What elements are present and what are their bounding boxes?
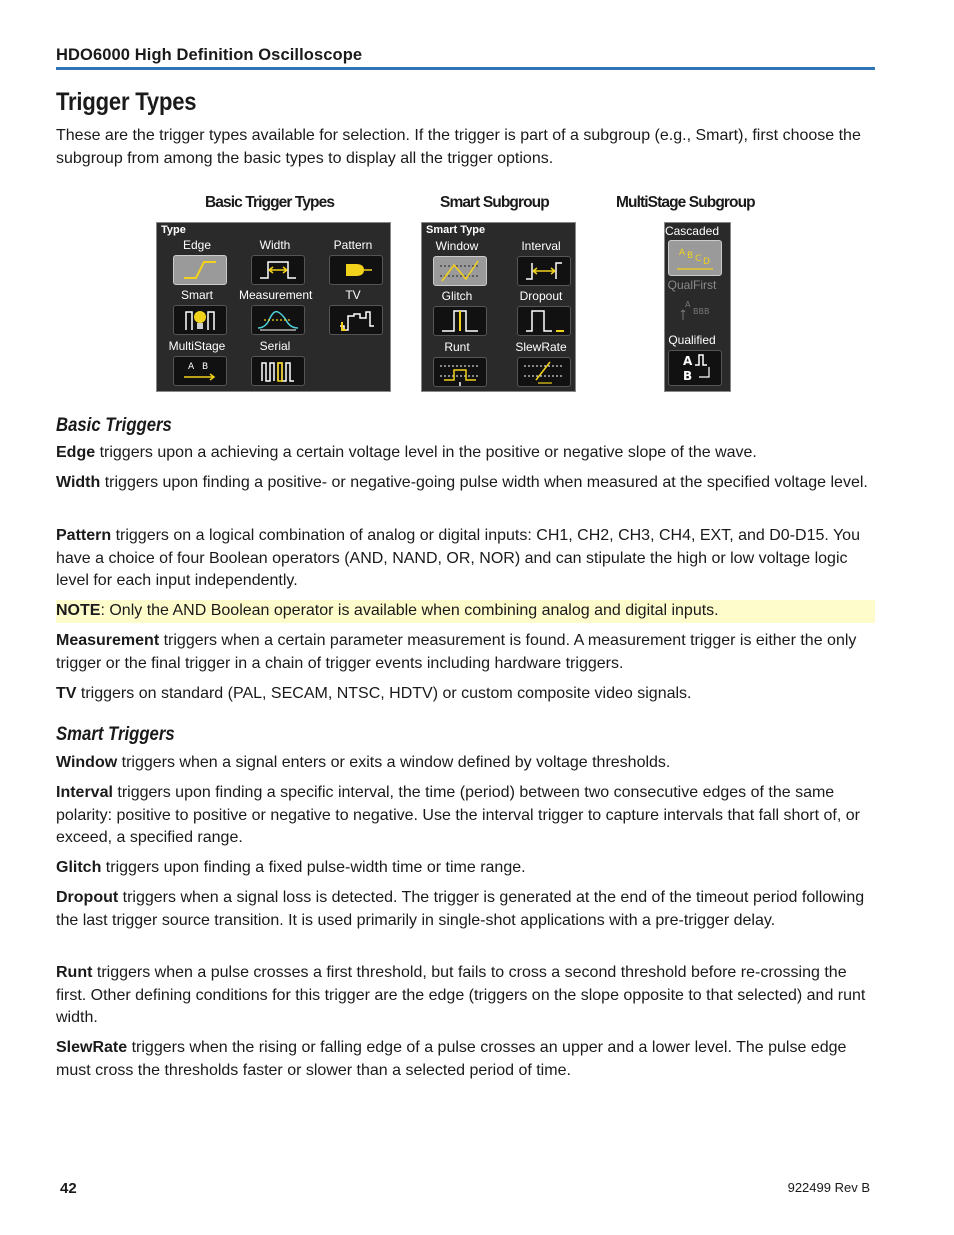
para-measurement (56, 630, 875, 675)
trigger-tv-label: TV (345, 288, 361, 302)
svg-text:A: A (188, 362, 195, 372)
trigger-serial[interactable] (239, 339, 311, 389)
smart-trigger-panel (421, 222, 576, 392)
panel-title: Type (161, 224, 186, 236)
svg-text:BBB: BBB (693, 307, 710, 316)
dropout-icon (517, 306, 571, 336)
glitch-icon (433, 306, 487, 336)
trigger-runt-label: Runt (444, 340, 470, 354)
trigger-interval-label: Interval (521, 239, 561, 253)
multistage-trigger-panel (664, 222, 731, 392)
definition: triggers upon finding a specific interval, the time (period) between two consecutive edges of the same polarity: positive to positive or negative to negative. Use the interval trigger to capture intervals that fall short of, or exceed, a specified range. (56, 784, 860, 846)
page-number: 42 (60, 1180, 77, 1197)
term: Width (56, 474, 101, 491)
trigger-slewrate-label: SlewRate (515, 340, 567, 354)
definition: triggers when a signal enters or exits a window defined by voltage thresholds. (117, 754, 671, 771)
multistage-icon (173, 356, 227, 386)
definition: triggers on standard (PAL, SECAM, NTSC, HDTV) or custom composite video signals. (76, 685, 692, 702)
term: TV (56, 685, 77, 702)
para-slewrate (56, 1037, 875, 1082)
term: Dropout (56, 889, 119, 906)
interval-icon (517, 256, 571, 286)
svg-text:A: A (685, 300, 691, 309)
smart-caption: Smart Subgroup (440, 194, 549, 211)
term: Runt (56, 964, 93, 981)
intro-paragraph: These are the trigger types available for selection. If the trigger is part of a subgroup (e.g., Smart), first choose the subgroup from among the basic types to display all the trigger options. (56, 127, 861, 167)
slewrate-icon (517, 357, 571, 387)
trigger-measurement[interactable] (239, 288, 311, 338)
width-icon (251, 255, 305, 285)
trigger-smart[interactable] (161, 288, 233, 338)
para-width (56, 472, 875, 495)
trigger-glitch[interactable] (421, 289, 493, 339)
term: NOTE (56, 602, 101, 619)
para-tv (56, 683, 875, 706)
runt-icon (433, 357, 487, 387)
definition: triggers upon finding a positive- or negative-going pulse width when measured at the specified voltage level. (100, 474, 868, 491)
definition: triggers when a signal loss is detected. The trigger is generated at the end of the timeout period following the last trigger source transition. It is used primarily in single-shot applications with a pre-trigger delay. (56, 889, 865, 929)
document-revision: 922499 Rev B (787, 1180, 870, 1195)
para-dropout (56, 887, 875, 932)
svg-text:B: B (202, 362, 209, 372)
term: Window (56, 754, 118, 771)
definition: triggers on a logical combination of analog or digital inputs: CH1, CH2, CH3, CH4, EXT, and D0-D15. You have a choice of four Boolean operators (AND, NAND, OR, NOR) and can stipulate the high or low voltage logic level for each input independently. (56, 527, 860, 589)
trigger-measurement-label: Measurement (239, 288, 313, 302)
trigger-slewrate[interactable] (505, 340, 577, 390)
svg-text:B: B (687, 251, 694, 261)
trigger-smart-label: Smart (180, 288, 213, 302)
para-glitch (56, 857, 875, 880)
measurement-icon (251, 305, 305, 335)
definition: triggers when a pulse crosses a first threshold, but fails to cross a second threshold before re-crossing the first. Other defining conditions for this trigger are the edge (triggers on the slope opposite to that selected) and runt width. (56, 964, 866, 1026)
para-runt (56, 962, 875, 1030)
trigger-multistage-label: MultiStage (168, 339, 226, 353)
trigger-qualfirst[interactable] (656, 278, 728, 328)
qualified-icon (668, 350, 722, 386)
term: Measurement (56, 632, 160, 649)
serial-icon (251, 356, 305, 386)
trigger-edge-label: Edge (182, 238, 212, 252)
trigger-qualified-label: Qualified (668, 333, 716, 347)
para-window (56, 752, 875, 775)
para-edge (56, 442, 875, 465)
term: Glitch (56, 859, 102, 876)
trigger-cascaded-label: Cascaded (664, 224, 720, 238)
trigger-width-label: Width (259, 238, 291, 252)
qualfirst-icon (668, 295, 722, 325)
multistage-caption: MultiStage Subgroup (616, 194, 755, 211)
svg-text:A: A (683, 354, 693, 368)
trigger-serial-label: Serial (259, 339, 291, 353)
term: Pattern (56, 527, 112, 544)
cascaded-icon (668, 240, 722, 276)
svg-text:D: D (703, 257, 710, 267)
term: SlewRate (56, 1039, 128, 1056)
header-title: HDO6000 High Definition Oscilloscope (56, 46, 363, 64)
definition: : Only the AND Boolean operator is available when combining analog and digital inputs. (100, 602, 719, 619)
page-title: Trigger Types (56, 88, 197, 116)
trigger-glitch-label: Glitch (441, 289, 473, 303)
pattern-gate-icon (329, 255, 383, 285)
para-pattern (56, 525, 875, 593)
trigger-pattern-label: Pattern (333, 238, 373, 252)
edge-icon (173, 255, 227, 285)
definition: triggers when the rising or falling edge of a pulse crosses an upper and a lower level. The pulse edge must cross the thresholds faster or slower than a selected period of time. (56, 1039, 847, 1079)
trigger-cascaded[interactable] (656, 224, 728, 274)
term: Interval (56, 784, 113, 801)
basic-trigger-panel (156, 222, 391, 392)
trigger-interval[interactable] (505, 239, 577, 289)
definition: triggers upon a achieving a certain voltage level in the positive or negative slope of the wave. (95, 444, 757, 461)
section-basic-triggers: Basic Triggers (56, 415, 172, 436)
smart-bulb-icon (173, 305, 227, 335)
para-interval (56, 782, 875, 850)
term: Edge (56, 444, 96, 461)
trigger-dropout[interactable] (505, 289, 577, 339)
trigger-multistage[interactable] (161, 339, 233, 389)
definition: triggers when a certain parameter measurement is found. A measurement trigger is either the only trigger or the final trigger in a chain of trigger events including hardware triggers. (56, 632, 857, 672)
trigger-pattern[interactable] (317, 238, 389, 288)
trigger-runt[interactable] (421, 340, 493, 390)
panel-title: Smart Type (426, 224, 486, 236)
trigger-tv[interactable] (317, 288, 389, 338)
svg-text:C: C (695, 254, 702, 264)
trigger-qualfirst-label: QualFirst (667, 278, 717, 292)
trigger-dropout-label: Dropout (519, 289, 563, 303)
window-icon (433, 256, 487, 286)
svg-text:A: A (679, 248, 686, 258)
trigger-edge[interactable] (161, 238, 233, 288)
basic-caption: Basic Trigger Types (205, 194, 335, 211)
trigger-window[interactable] (421, 239, 493, 289)
svg-text:B: B (683, 369, 693, 383)
tv-signal-icon (329, 305, 383, 335)
running-header (56, 45, 875, 70)
definition: triggers upon finding a fixed pulse-width time or time range. (101, 859, 526, 876)
trigger-window-label: Window (435, 239, 479, 253)
trigger-qualified[interactable] (656, 333, 728, 383)
trigger-width[interactable] (239, 238, 311, 288)
section-smart-triggers: Smart Triggers (56, 724, 175, 745)
note-callout (56, 600, 875, 623)
